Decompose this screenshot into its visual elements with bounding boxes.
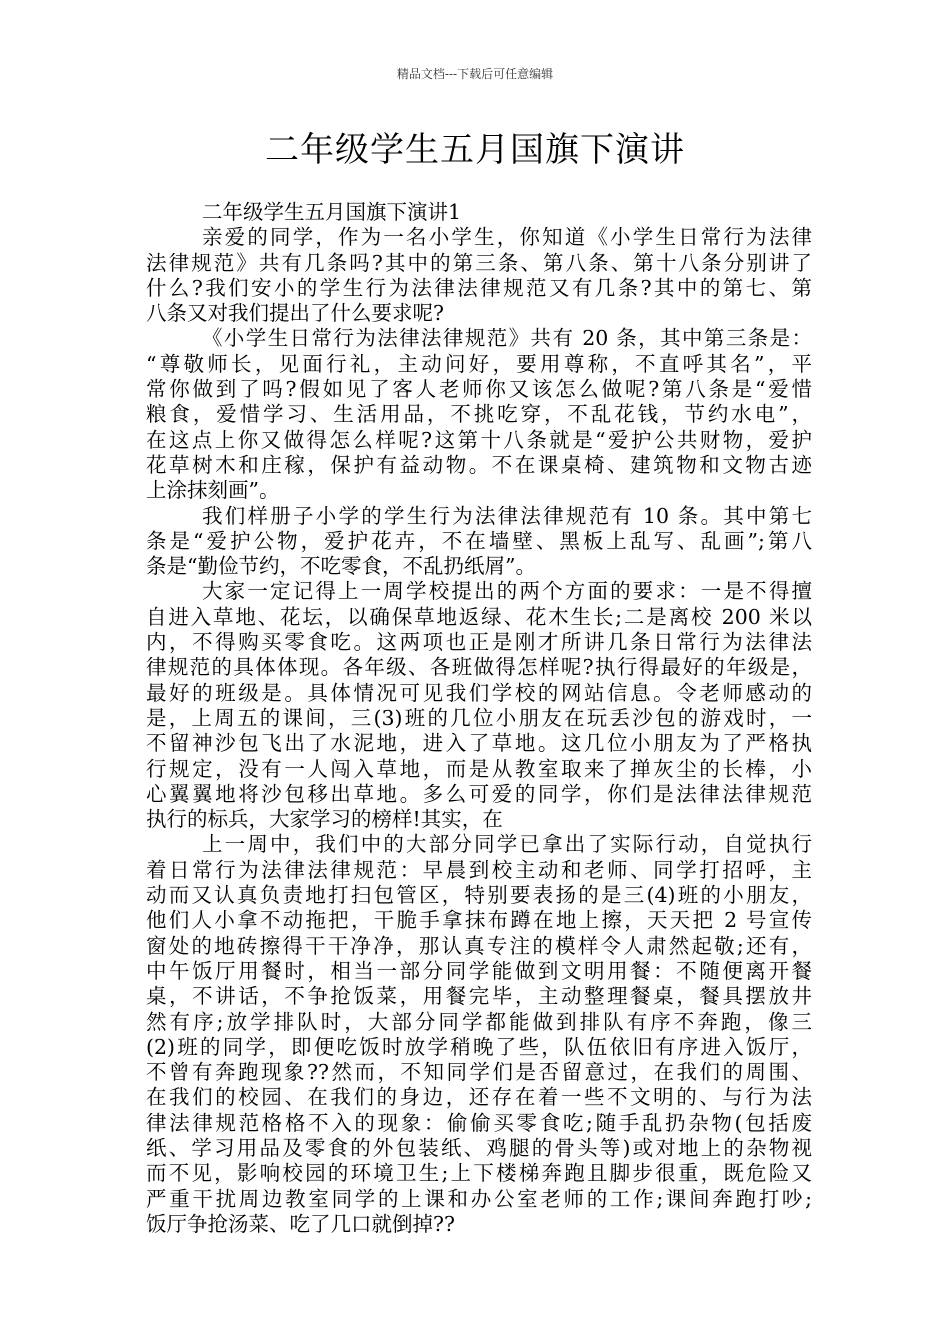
text-line: 纸、学习用品及零食的外包装纸、鸡腿的骨头等)或对地上的杂物视 — [146, 1135, 812, 1160]
text-line: 我们样册子小学的学生行为法律法律规范有 10 条。其中第七 — [202, 503, 812, 528]
text-line: 着日常行为法律法律规范：早晨到校主动和老师、同学打招呼，主 — [146, 857, 812, 882]
text-line: 法律规范》共有几条吗?其中的第三条、第八条、第十八条分别讲了 — [146, 250, 812, 275]
text-line: “尊敬师长，见面行礼，主动问好，要用尊称，不直呼其名”，平 — [146, 351, 812, 376]
text-line: 行规定，没有一人闯入草地，而是从教室取来了掸灰尘的长棒，小 — [146, 756, 812, 781]
text-line: 条是“勤俭节约，不吃零食，不乱扔纸屑”。 — [146, 554, 536, 579]
text-line: 不曾有奔跑现象??然而，不知同学们是否留意过，在我们的周围、 — [146, 1060, 812, 1085]
document-body — [146, 200, 812, 1237]
text-line: 自进入草地、花坛，以确保草地返绿、花木生长;二是离校 200 米以 — [146, 604, 812, 629]
text-line: 什么?我们安小的学生行为法律法律规范又有几条?其中的第七、第 — [146, 275, 812, 300]
text-line: 严重干扰周边教室同学的上课和办公室老师的工作;课间奔跑打吵; — [146, 1186, 812, 1211]
text-line: 大家一定记得上一周学校提出的两个方面的要求：一是不得擅 — [202, 579, 812, 604]
text-line: 内，不得购买零食吃。这两项也正是刚才所讲几条日常行为法律法 — [146, 630, 812, 655]
document-title: 二年级学生五月国旗下演讲 — [265, 130, 685, 170]
text-line: 亲爱的同学，作为一名小学生，你知道《小学生日常行为法律 — [202, 225, 812, 250]
text-line: 不留神沙包飞出了水泥地，进入了草地。这几位小朋友为了严格执 — [146, 731, 812, 756]
text-line: 窗处的地砖擦得干干净净，那认真专注的模样令人肃然起敬;还有， — [146, 933, 812, 958]
text-line: 最好的班级是。具体情况可见我们学校的网站信息。令老师感动的 — [146, 680, 812, 705]
text-line: 上涂抹刻画”。 — [146, 478, 280, 503]
text-line: 律规范的具体体现。各年级、各班做得怎样呢?执行得最好的年级是， — [146, 655, 812, 680]
text-line: 动而又认真负责地打扫包管区，特别要表扬的是三(4)班的小朋友， — [146, 883, 812, 908]
section-heading: 二年级学生五月国旗下演讲1 — [202, 200, 462, 224]
text-line: 八条又对我们提出了什么要求呢? — [146, 301, 444, 326]
header-note: 精品文档---下载后可任意编辑 — [396, 67, 554, 81]
text-line: 中午饭厅用餐时，相当一部分同学能做到文明用餐：不随便离开餐 — [146, 958, 812, 983]
text-line: 条是“爱护公物，爱护花卉，不在墙壁、黑板上乱写、乱画”;第八 — [146, 528, 812, 553]
text-line: 而不见，影响校园的环境卫生;上下楼梯奔跑且脚步很重，既危险又 — [146, 1161, 812, 1186]
text-line: (2)班的同学，即便吃饭时放学稍晚了些，队伍依旧有序进入饭厅， — [146, 1034, 812, 1059]
text-line: 执行的标兵，大家学习的榜样!其实，在 — [146, 807, 503, 832]
text-line: 在我们的校园、在我们的身边，还存在着一些不文明的、与行为法 — [146, 1085, 812, 1110]
text-line: 律法律规范格格不入的现象：偷偷买零食吃;随手乱扔杂物(包括废 — [146, 1110, 812, 1135]
text-line: 常你做到了吗?假如见了客人老师你又该怎么做呢?第八条是“爱惜 — [146, 377, 812, 402]
text-line: 上一周中，我们中的大部分同学已拿出了实际行动，自觉执行 — [202, 832, 812, 857]
text-line: 然有序;放学排队时，大部分同学都能做到排队有序不奔跑，像三 — [146, 1009, 812, 1034]
text-line: 粮食，爱惜学习、生活用品，不挑吃穿，不乱花钱，节约水电”， — [146, 402, 812, 427]
text-line: 他们人小拿不动拖把，干脆手拿抹布蹲在地上擦，天天把 2 号宣传 — [146, 908, 812, 933]
text-line: 桌，不讲话，不争抢饭菜，用餐完毕，主动整理餐桌，餐具摆放井 — [146, 984, 812, 1009]
text-line: 心翼翼地将沙包移出草地。多么可爱的同学，你们是法律法律规范 — [146, 781, 812, 806]
text-line: 在这点上你又做得怎么样呢?这第十八条就是“爱护公共财物，爱护 — [146, 427, 812, 452]
text-line: 饭厅争抢汤菜、吃了几口就倒掉?? — [146, 1211, 455, 1236]
text-line: 是，上周五的课间，三(3)班的几位小朋友在玩丢沙包的游戏时，一 — [146, 705, 812, 730]
text-line: 花草树木和庄稼，保护有益动物。不在课桌椅、建筑物和文物古迹 — [146, 452, 812, 477]
text-line: 《小学生日常行为法律法律规范》共有 20 条，其中第三条是： — [202, 326, 812, 351]
